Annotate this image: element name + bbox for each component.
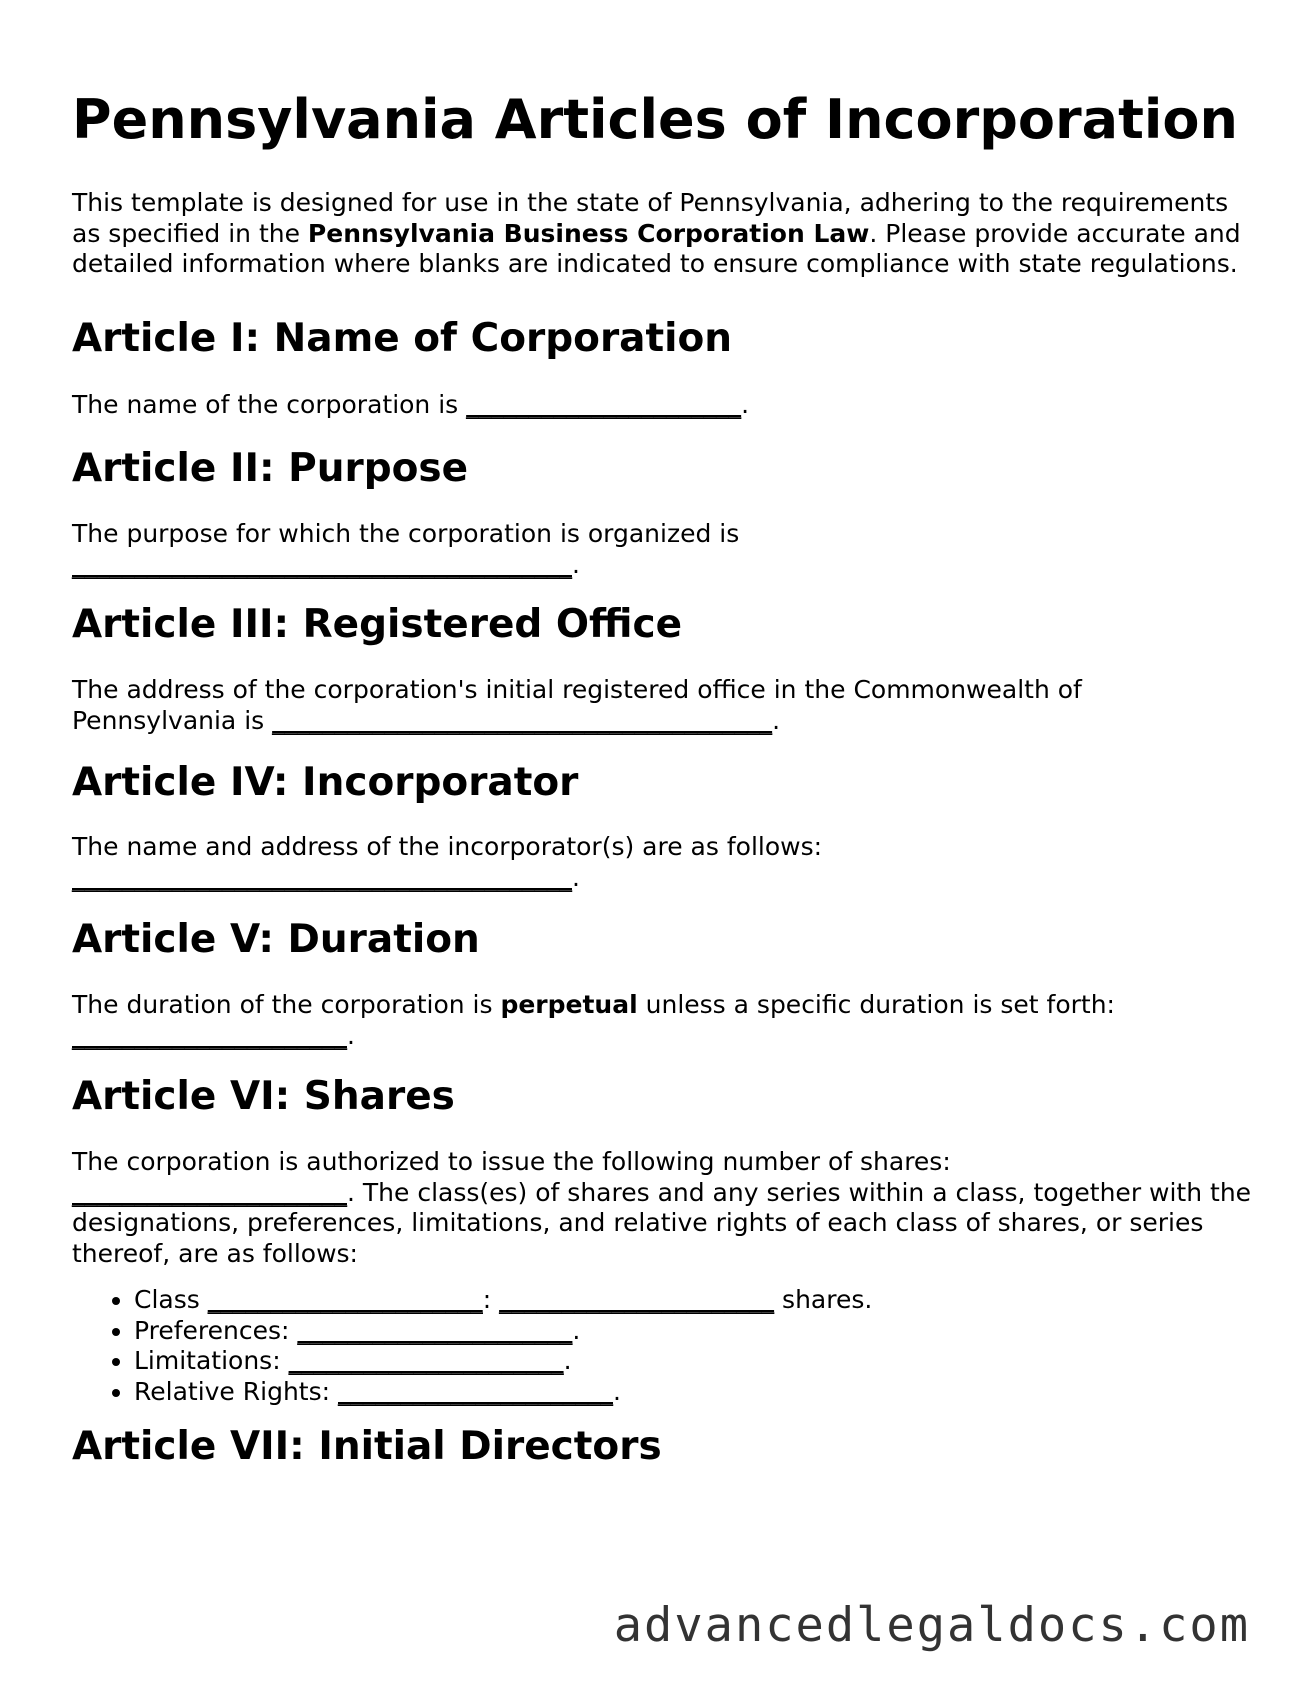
class-shares-blank: ______________________ [499,1285,775,1314]
limitations-blank: ______________________ [288,1346,564,1375]
list-item: • Class ______________________: ______________________ shares. [134,1285,1310,1316]
list-item: • Relative Rights: ______________________. [134,1377,1310,1408]
article-1-text: The name of the corporation is ______________________. [72,390,750,419]
article-7-heading: Article VII: Initial Directors [72,1424,662,1469]
preferences-blank: ______________________ [297,1315,573,1345]
shares-number-blank: ______________________ [72,1177,347,1207]
intro-law-name: Pennsylvania Business Corporation Law [307,218,870,248]
article-3-text: The address of the corporation's initial registered office in the Commonwealth of Pennsylvania is ________________________________________. [72,675,1082,735]
article-4-text: The name and address of the incorporator(s) are as follows: ________________________________________. [72,832,823,892]
shares-list [72,1285,1310,1407]
article-1-heading: Article I: Name of Corporation [72,316,733,361]
article-2-heading: Article II: Purpose [72,446,469,491]
relative-rights-blank: ______________________ [338,1376,613,1406]
article-6-heading: Article VI: Shares [72,1074,455,1119]
class-blank: ______________________ [207,1285,483,1314]
article-3-heading: Article III: Registered Office [72,602,683,647]
intro-paragraph [72,188,1252,280]
list-item: • Limitations: ______________________. [134,1346,1310,1377]
duration-blank: ______________________ [72,1020,347,1050]
list-item: • Preferences: ______________________. [134,1316,1310,1347]
article-4-heading: Article IV: Incorporator [72,760,579,805]
article-2-text: The purpose for which the corporation is organized is ________________________________________. [72,519,740,579]
page-title: Pennsylvania Articles of Incorporation [72,88,1238,151]
intro-text-end: . Please provide accurate and detailed information where blanks are indicated to ensure compliance with state regulations. [72,218,1241,278]
intro-text: This template is designed for use in the state of Pennsylvania, adhering to the requirements as specified in the [72,188,1229,248]
article-6-text: The corporation is authorized to issue the following number of shares: ______________________. The class(es) of shares and any series within a class, together with the designations, preferences, limitations, and relative rights of each class of shares, or series thereof, are as follows: [72,1147,1252,1268]
registered-office-blank: ________________________________________ [272,705,773,735]
watermark: advancedlegaldocs.com [613,1598,1250,1653]
article-5-text: The duration of the corporation is perpetual unless a specific duration is set forth: ______________________. [72,990,1115,1050]
perpetual-bold: perpetual [500,990,638,1019]
incorporator-blank: ________________________________________ [72,862,572,892]
purpose-blank: ________________________________________ [72,549,572,579]
name-blank: ______________________ [466,390,742,419]
article-5-heading: Article V: Duration [72,917,480,962]
